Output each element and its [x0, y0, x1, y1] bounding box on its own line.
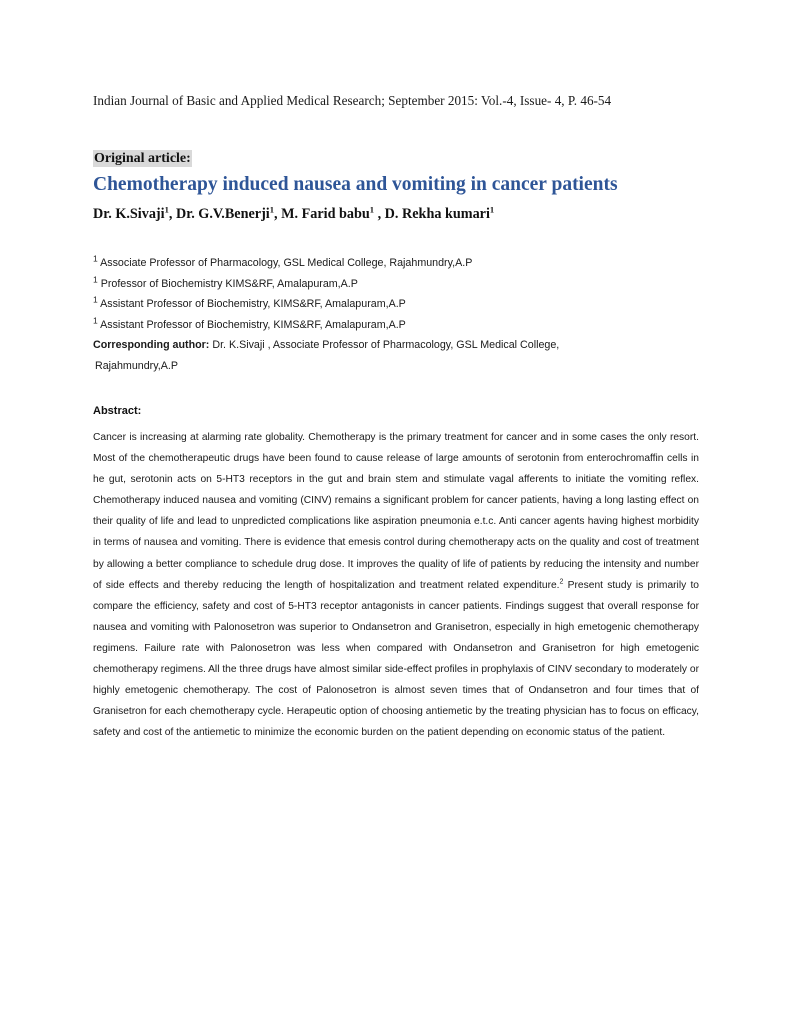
affiliation-text: Assistant Professor of Biochemistry, KIMS&RF, Amalapuram,A.P	[97, 298, 406, 310]
affiliation-item	[93, 273, 733, 298]
author-affiliation-mark: 1	[269, 204, 274, 215]
author-name: Dr. G.V.Benerji	[175, 206, 270, 222]
citation-reference: 2	[559, 578, 564, 586]
section-label: Original article:	[94, 151, 191, 166]
author-affiliation-mark: 1	[164, 204, 169, 215]
affiliation-item	[93, 253, 733, 277]
author-name: M. Farid babu	[281, 206, 370, 222]
affiliation-mark: 1	[93, 273, 98, 284]
article-title: Chemotherapy induced nausea and vomiting in cancer patients	[93, 174, 618, 195]
author-affiliation-mark: 1	[369, 204, 375, 215]
author-separator: ,	[274, 206, 282, 222]
author-separator: ,	[168, 206, 176, 222]
author-name: Dr. K.Sivaji	[93, 206, 165, 222]
affiliation-item	[93, 314, 733, 339]
abstract-heading: Abstract:	[93, 405, 142, 417]
author-list	[93, 206, 494, 223]
journal-citation: Indian Journal of Basic and Applied Medical Research; September 2015: Vol.-4, Issue- 4, P. 46-54	[93, 93, 612, 108]
affiliation-text: Professor of Biochemistry KIMS&RF, Amalapuram,A.P	[97, 277, 358, 290]
abstract-text: Present study is primarily to compare the efficiency, safety and cost of 5-HT3 receptor antagonists in cancer patients. Findings suggest that overall response for nausea and vomiting with Palonosetron was superior to Ondansetron and Granisetron, especially in high emetogenic chemotherapy regimens. Failure rate with Palonosetron was less when compared with Ondansetron and Granisetron for high emetogenic chemotherapy regimens. All the three drugs have almost similar side-effect profiles in prophylaxis of CINV secondary to moderately or highly emetogenic chemotherapy. The cost of Palonosetron is almost seven times that of Ondansetron and four times that of Granisetron for each chemotherapy cycle. Herapeutic option of choosing antiemetic by the treating physician has to focus on efficacy, safety and cost of the antiemetic to minimize the economic burden on the patient depending on economic status of the patient.	[93, 579, 699, 739]
abstract-text: Cancer is increasing at alarming rate globality. Chemotherapy is the primary treatment for cancer and in some cases the only resort. Most of the chemotherapeutic drugs have been found to cause release of large amounts of serotonin from enterochromaffin cells in he gut, serotonin acts on 5-HT3 receptors in the gut and brain stem and stimulate vagal afferents to initiate the vomiting reflex. Chemotherapy induced nausea and vomiting (CINV) remains a significant problem for cancer patients, having a long lasting effect on their quality of life and lead to unpredicted complications like aspiration pneumonia e.t.c. Anti cancer agents having highest morbidity in terms of nausea and vomiting. There is evidence that emesis control during chemotherapy acts on the quality and cost of treatment by allowing a better compliance to schedule drug dose. It improves the quality of life of patients by reducing the intensity and number of side effects and thereby reducing the length of hospitalization and treatment related expenditure.	[93, 432, 699, 591]
corresponding-author-label: Corresponding author:	[93, 339, 210, 351]
affiliation-mark: 1	[93, 314, 98, 325]
author-separator: ,	[374, 206, 385, 222]
author-affiliation-mark: 1	[489, 204, 495, 215]
affiliation-mark: 1	[93, 253, 98, 264]
affiliation-list	[93, 253, 733, 373]
author-name: D. Rekha kumari	[384, 206, 490, 222]
affiliation-mark: 1	[93, 294, 98, 305]
affiliation-text: Associate Professor of Pharmacology, GSL Medical College, Rajahmundry,A.P	[97, 257, 473, 269]
abstract-body	[93, 427, 699, 743]
corresponding-author-location: Rajahmundry,A.P	[95, 359, 178, 372]
affiliation-item	[93, 294, 733, 318]
corresponding-author-text: Dr. K.Sivaji , Associate Professor of Pharmacology, GSL Medical College,	[209, 339, 560, 351]
corresponding-author	[93, 338, 733, 359]
affiliation-text: Assistant Professor of Biochemistry, KIMS&RF, Amalapuram,A.P	[97, 318, 406, 331]
